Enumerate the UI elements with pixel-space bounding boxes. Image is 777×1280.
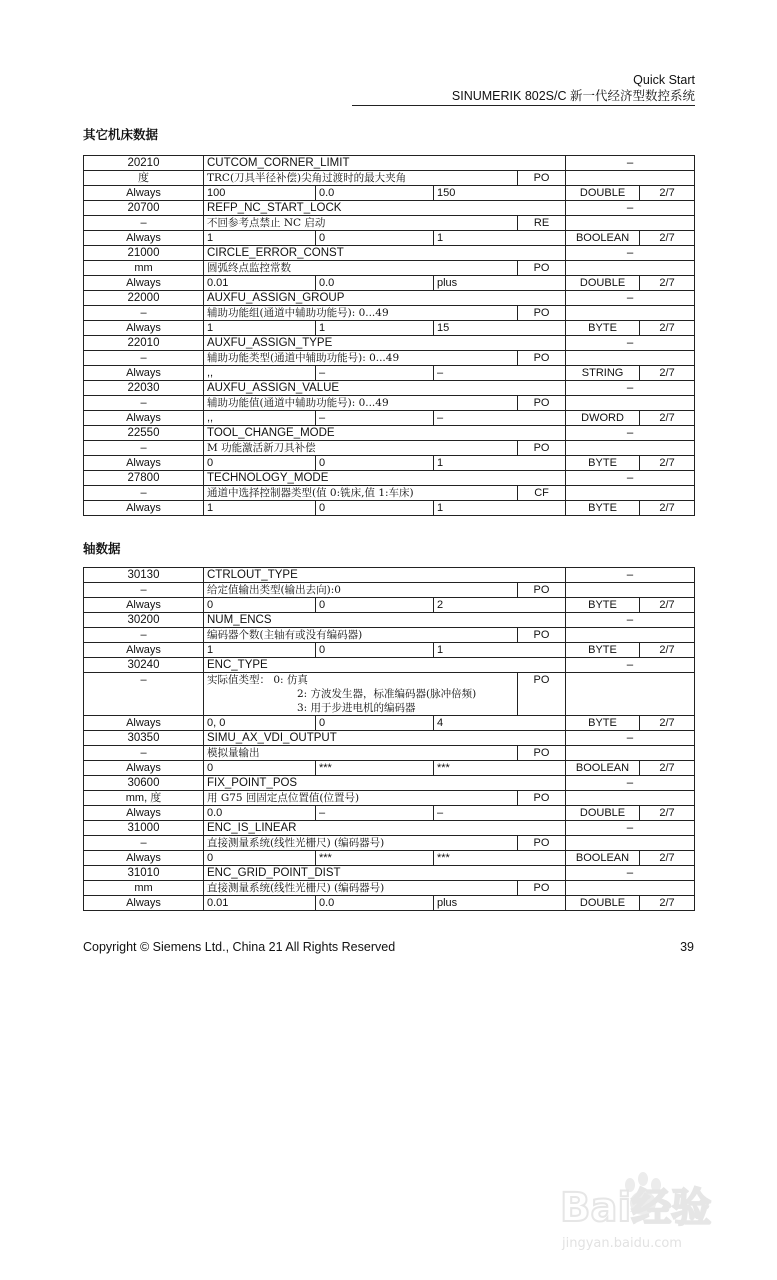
param-level: 2/7 — [640, 896, 695, 911]
footer-copyright: Copyright © Siemens Ltd., China 21 All Rights Reserved — [83, 940, 396, 954]
param-min: 0 — [316, 716, 434, 731]
header-rule — [352, 105, 695, 106]
param-min: 1 — [316, 321, 434, 336]
param-access: Always — [84, 321, 204, 336]
param-name: REFP_NC_START_LOCK — [204, 201, 566, 216]
param-unit: – — [84, 441, 204, 456]
param-description: TRC(刀具半径补偿)尖角过渡时的最大夹角 — [204, 171, 518, 186]
param-min: 0 — [316, 598, 434, 613]
param-unit-placeholder: – — [566, 201, 695, 216]
param-value-row — [84, 806, 695, 821]
param-access: Always — [84, 501, 204, 516]
param-id-row — [84, 776, 695, 791]
param-activation: PO — [518, 673, 566, 716]
param-description-line: 实际值类型： 0: 仿真 — [207, 674, 308, 686]
param-type: BOOLEAN — [566, 851, 640, 866]
param-name: SIMU_AX_VDI_OUTPUT — [204, 731, 566, 746]
param-level: 2/7 — [640, 806, 695, 821]
param-desc-row — [84, 486, 695, 501]
param-description: 圆弧终点监控常数 — [204, 261, 518, 276]
param-activation: PO — [518, 261, 566, 276]
param-name: CUTCOM_CORNER_LIMIT — [204, 156, 566, 171]
param-level: 2/7 — [640, 321, 695, 336]
param-empty-cell — [566, 791, 695, 806]
param-type: BYTE — [566, 598, 640, 613]
param-min: 0.0 — [316, 276, 434, 291]
param-value-row — [84, 321, 695, 336]
param-empty-cell — [566, 396, 695, 411]
param-max: *** — [434, 761, 566, 776]
param-type: DOUBLE — [566, 806, 640, 821]
param-activation: PO — [518, 746, 566, 761]
param-name: ENC_GRID_POINT_DIST — [204, 866, 566, 881]
param-default: 0, 0 — [204, 716, 316, 731]
param-max: plus — [434, 276, 566, 291]
param-id-row — [84, 156, 695, 171]
param-max: 1 — [434, 231, 566, 246]
machine-data-table — [83, 155, 695, 516]
param-description: 通道中选择控制器类型(值 0:铣床,值 1:车床) — [204, 486, 518, 501]
param-description: 编码器个数(主轴有或没有编码器) — [204, 628, 518, 643]
param-id-row — [84, 291, 695, 306]
section-title-axis-data: 轴数据 — [83, 542, 121, 556]
param-empty-cell — [566, 673, 695, 716]
param-empty-cell — [566, 261, 695, 276]
param-level: 2/7 — [640, 851, 695, 866]
param-type: BYTE — [566, 716, 640, 731]
param-default: ,, — [204, 366, 316, 381]
param-level: 2/7 — [640, 598, 695, 613]
param-number: 30240 — [84, 658, 204, 673]
param-max: 15 — [434, 321, 566, 336]
param-type: STRING — [566, 366, 640, 381]
param-unit: – — [84, 486, 204, 501]
param-access: Always — [84, 896, 204, 911]
param-name: CTRLOUT_TYPE — [204, 568, 566, 583]
param-name: ENC_TYPE — [204, 658, 566, 673]
param-unit-placeholder: – — [566, 731, 695, 746]
param-desc-row — [84, 351, 695, 366]
param-empty-cell — [566, 746, 695, 761]
param-unit-placeholder: – — [566, 336, 695, 351]
param-id-row — [84, 613, 695, 628]
param-description: 不回参考点禁止 NC 启动 — [204, 216, 518, 231]
param-min: *** — [316, 761, 434, 776]
param-desc-row — [84, 791, 695, 806]
param-unit: – — [84, 216, 204, 231]
param-access: Always — [84, 851, 204, 866]
param-number: 30130 — [84, 568, 204, 583]
param-name: TOOL_CHANGE_MODE — [204, 426, 566, 441]
param-activation: PO — [518, 791, 566, 806]
param-type: BOOLEAN — [566, 761, 640, 776]
param-default: 0.01 — [204, 896, 316, 911]
param-access: Always — [84, 456, 204, 471]
param-activation: RE — [518, 216, 566, 231]
param-unit: – — [84, 836, 204, 851]
param-max: – — [434, 806, 566, 821]
param-default: 0.01 — [204, 276, 316, 291]
param-unit: mm — [84, 261, 204, 276]
param-access: Always — [84, 366, 204, 381]
param-default: 0 — [204, 761, 316, 776]
param-unit: – — [84, 746, 204, 761]
param-number: 22010 — [84, 336, 204, 351]
param-unit-placeholder: – — [566, 821, 695, 836]
param-default: 100 — [204, 186, 316, 201]
param-name: CIRCLE_ERROR_CONST — [204, 246, 566, 261]
param-min: 0.0 — [316, 896, 434, 911]
param-id-row — [84, 426, 695, 441]
param-activation: PO — [518, 583, 566, 598]
param-value-row — [84, 456, 695, 471]
param-number: 30600 — [84, 776, 204, 791]
param-min: – — [316, 411, 434, 426]
param-min: – — [316, 806, 434, 821]
param-type: DOUBLE — [566, 186, 640, 201]
param-empty-cell — [566, 836, 695, 851]
axis-data-table — [83, 567, 695, 911]
param-number: 30350 — [84, 731, 204, 746]
param-value-row — [84, 851, 695, 866]
param-max: – — [434, 366, 566, 381]
param-max: 1 — [434, 501, 566, 516]
watermark-url: jingyan.baidu.com — [562, 1236, 682, 1251]
param-desc-row — [84, 261, 695, 276]
param-unit-placeholder: – — [566, 568, 695, 583]
param-id-row — [84, 866, 695, 881]
param-default: 1 — [204, 501, 316, 516]
param-level: 2/7 — [640, 276, 695, 291]
param-value-row — [84, 366, 695, 381]
param-activation: PO — [518, 171, 566, 186]
param-number: 20700 — [84, 201, 204, 216]
param-type: BYTE — [566, 643, 640, 658]
param-access: Always — [84, 186, 204, 201]
param-access: Always — [84, 806, 204, 821]
param-level: 2/7 — [640, 643, 695, 658]
param-empty-cell — [566, 583, 695, 598]
param-unit: – — [84, 583, 204, 598]
param-description: 模拟量输出 — [204, 746, 518, 761]
param-default: 0 — [204, 456, 316, 471]
param-min: – — [316, 366, 434, 381]
param-number: 31000 — [84, 821, 204, 836]
param-access: Always — [84, 231, 204, 246]
param-activation: PO — [518, 306, 566, 321]
param-activation: PO — [518, 628, 566, 643]
param-default: 1 — [204, 643, 316, 658]
watermark-brand: Bai经验 — [560, 1185, 712, 1231]
param-number: 30200 — [84, 613, 204, 628]
param-name: AUXFU_ASSIGN_VALUE — [204, 381, 566, 396]
header-title: Quick Start — [633, 73, 695, 87]
param-id-row — [84, 336, 695, 351]
param-empty-cell — [566, 881, 695, 896]
param-number: 22550 — [84, 426, 204, 441]
param-id-row — [84, 731, 695, 746]
param-min: 0.0 — [316, 186, 434, 201]
param-min: 0 — [316, 643, 434, 658]
param-description: 用 G75 回固定点位置值(位置号) — [204, 791, 518, 806]
param-level: 2/7 — [640, 411, 695, 426]
param-max: 150 — [434, 186, 566, 201]
param-max: 1 — [434, 643, 566, 658]
param-level: 2/7 — [640, 231, 695, 246]
param-unit: – — [84, 396, 204, 411]
param-empty-cell — [566, 351, 695, 366]
param-unit-placeholder: – — [566, 246, 695, 261]
param-max: – — [434, 411, 566, 426]
param-desc-row — [84, 171, 695, 186]
param-desc-row — [84, 583, 695, 598]
param-default: ,, — [204, 411, 316, 426]
param-number: 20210 — [84, 156, 204, 171]
param-default: 0 — [204, 851, 316, 866]
param-access: Always — [84, 761, 204, 776]
param-number: 22030 — [84, 381, 204, 396]
param-description: 辅助功能组(通道中辅助功能号): 0...49 — [204, 306, 518, 321]
header-subtitle: SINUMERIK 802S/C 新一代经济型数控系统 — [451, 89, 695, 103]
param-min: 0 — [316, 231, 434, 246]
param-number: 21000 — [84, 246, 204, 261]
param-id-row — [84, 201, 695, 216]
param-number: 31010 — [84, 866, 204, 881]
param-type: BYTE — [566, 456, 640, 471]
param-name: FIX_POINT_POS — [204, 776, 566, 791]
param-id-row — [84, 821, 695, 836]
param-max: *** — [434, 851, 566, 866]
param-level: 2/7 — [640, 456, 695, 471]
param-description — [204, 673, 518, 716]
param-desc-row — [84, 836, 695, 851]
param-access: Always — [84, 411, 204, 426]
param-description-line: 2: 方波发生器，标准编码器(脉冲倍频) — [297, 688, 477, 700]
param-name: AUXFU_ASSIGN_GROUP — [204, 291, 566, 306]
param-access: Always — [84, 276, 204, 291]
param-type: DOUBLE — [566, 276, 640, 291]
param-activation: CF — [518, 486, 566, 501]
param-desc-row — [84, 746, 695, 761]
param-type: BYTE — [566, 501, 640, 516]
param-name: NUM_ENCS — [204, 613, 566, 628]
param-level: 2/7 — [640, 761, 695, 776]
param-empty-cell — [566, 441, 695, 456]
param-id-row — [84, 246, 695, 261]
param-empty-cell — [566, 628, 695, 643]
param-activation: PO — [518, 441, 566, 456]
param-description: 直接测量系统(线性光栅尺) (编码器号) — [204, 836, 518, 851]
param-id-row — [84, 381, 695, 396]
param-type: DWORD — [566, 411, 640, 426]
param-access: Always — [84, 598, 204, 613]
param-level: 2/7 — [640, 716, 695, 731]
param-unit-placeholder: – — [566, 613, 695, 628]
param-empty-cell — [566, 216, 695, 231]
param-number: 27800 — [84, 471, 204, 486]
param-id-row — [84, 658, 695, 673]
param-desc-row — [84, 881, 695, 896]
param-level: 2/7 — [640, 501, 695, 516]
param-unit: – — [84, 306, 204, 321]
param-access: Always — [84, 643, 204, 658]
param-value-row — [84, 716, 695, 731]
param-access: Always — [84, 716, 204, 731]
param-unit-placeholder: – — [566, 658, 695, 673]
watermark-logo — [560, 1165, 740, 1255]
param-activation: PO — [518, 351, 566, 366]
param-name: ENC_IS_LINEAR — [204, 821, 566, 836]
param-value-row — [84, 231, 695, 246]
param-value-row — [84, 186, 695, 201]
param-description: M 功能激活新刀具补偿 — [204, 441, 518, 456]
param-value-row — [84, 411, 695, 426]
param-id-row — [84, 471, 695, 486]
param-description: 辅助功能值(通道中辅助功能号): 0...49 — [204, 396, 518, 411]
param-unit: – — [84, 628, 204, 643]
param-unit: mm — [84, 881, 204, 896]
param-level: 2/7 — [640, 366, 695, 381]
param-default: 0.0 — [204, 806, 316, 821]
param-unit-placeholder: – — [566, 426, 695, 441]
param-number: 22000 — [84, 291, 204, 306]
param-activation: PO — [518, 881, 566, 896]
param-desc-row — [84, 216, 695, 231]
param-default: 0 — [204, 598, 316, 613]
param-id-row — [84, 568, 695, 583]
param-value-row — [84, 896, 695, 911]
param-type: BYTE — [566, 321, 640, 336]
param-desc-row — [84, 673, 695, 716]
param-min: 0 — [316, 501, 434, 516]
param-empty-cell — [566, 306, 695, 321]
param-type: DOUBLE — [566, 896, 640, 911]
param-empty-cell — [566, 171, 695, 186]
param-value-row — [84, 643, 695, 658]
param-unit-placeholder: – — [566, 776, 695, 791]
param-activation: PO — [518, 836, 566, 851]
param-value-row — [84, 761, 695, 776]
param-unit-placeholder: – — [566, 866, 695, 881]
param-max: 2 — [434, 598, 566, 613]
param-empty-cell — [566, 486, 695, 501]
param-unit: – — [84, 673, 204, 716]
param-max: plus — [434, 896, 566, 911]
param-unit-placeholder: – — [566, 381, 695, 396]
param-description: 辅助功能类型(通道中辅助功能号): 0...49 — [204, 351, 518, 366]
param-unit: mm, 度 — [84, 791, 204, 806]
param-unit: 度 — [84, 171, 204, 186]
param-level: 2/7 — [640, 186, 695, 201]
param-value-row — [84, 276, 695, 291]
param-max: 1 — [434, 456, 566, 471]
param-desc-row — [84, 396, 695, 411]
param-name: AUXFU_ASSIGN_TYPE — [204, 336, 566, 351]
section-title-machine-data: 其它机床数据 — [83, 128, 159, 142]
param-value-row — [84, 598, 695, 613]
param-unit-placeholder: – — [566, 156, 695, 171]
param-unit: – — [84, 351, 204, 366]
param-min: *** — [316, 851, 434, 866]
param-unit-placeholder: – — [566, 291, 695, 306]
param-desc-row — [84, 306, 695, 321]
param-min: 0 — [316, 456, 434, 471]
param-desc-row — [84, 441, 695, 456]
param-value-row — [84, 501, 695, 516]
param-name: TECHNOLOGY_MODE — [204, 471, 566, 486]
param-description: 直接测量系统(线性光栅尺) (编码器号) — [204, 881, 518, 896]
page-number: 39 — [680, 940, 694, 954]
param-desc-row — [84, 628, 695, 643]
param-description-line: 3: 用于步进电机的编码器 — [297, 702, 416, 714]
param-unit-placeholder: – — [566, 471, 695, 486]
param-activation: PO — [518, 396, 566, 411]
param-default: 1 — [204, 231, 316, 246]
param-default: 1 — [204, 321, 316, 336]
param-type: BOOLEAN — [566, 231, 640, 246]
param-max: 4 — [434, 716, 566, 731]
param-description: 给定值输出类型(输出去向):0 — [204, 583, 518, 598]
